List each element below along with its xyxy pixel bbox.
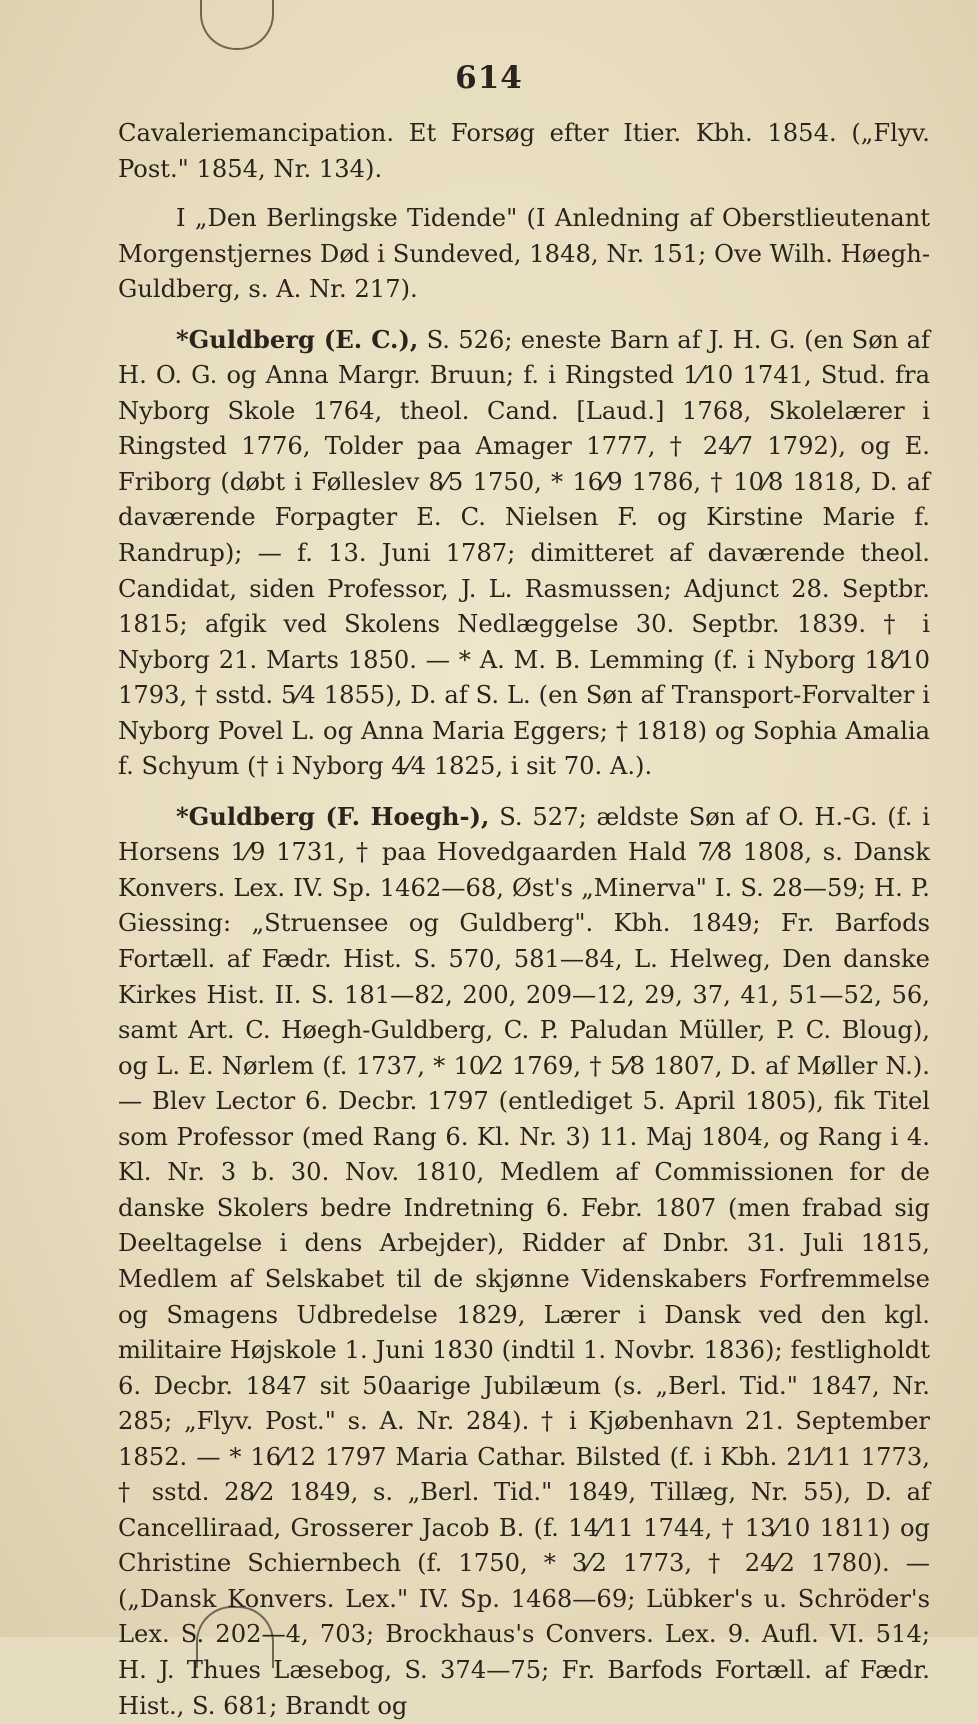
page-number: 614 <box>455 60 523 96</box>
entry-text: S. 526; eneste Barn af J. H. G. (en Søn af H. O. G. og Anna Margr. Bruun; f. i Ringsted 1⁄10 1741, Stud. fra Nyborg Skole 1764, theol. Cand. [Laud.] 1768, Skolelærer i Ringsted 1776, Tolder paa Amager 1777, † 24⁄7 1792), og E. Friborg (døbt i Følleslev 8⁄5 1750, * 16⁄9 1786, † 10⁄8 1818, D. af daværende Forpagter E. C. Nielsen F. og Kirstine Marie f. Randrup); — f. 13. Juni 1787; dimitteret af daværende theol. Candidat, siden Professor, J. L. Rasmussen; Adjunct 28. Septbr. 1815; afgik ved Skolens Nedlæggelse 30. Septbr. 1839. † i Nyborg 21. Marts 1850. — * A. M. B. Lemming (f. i Nyborg 18⁄10 1793, † sstd. 5⁄4 1855), D. af S. L. (en Søn af Transport-Forvalter i Nyborg Povel L. og Anna Maria Eggers; † 1818) og Sophia Amalia f. Schyum († i Nyborg 4⁄4 1825, i sit 70. A.). <box>118 325 930 781</box>
entry-heading: *Guldberg (E. C.), <box>176 324 419 354</box>
paragraph-2-text: I „Den Berlingske Tidende" (I Anledning af Oberstlieutenant Morgenstjernes Død i Sundeved, 1848, Nr. 151; Ove Wilh. Høegh-Guldberg, s. A. Nr. 217). <box>118 204 930 304</box>
entry-guldberg-hoegh <box>118 799 930 1724</box>
paragraph-gap <box>118 308 930 322</box>
paragraph-gap <box>118 187 930 201</box>
entry-heading: *Guldberg (F. Hoegh-), <box>176 801 490 831</box>
paragraph-1 <box>118 116 930 187</box>
entry-guldberg-ec <box>118 322 930 785</box>
paragraph-2 <box>118 201 930 308</box>
page-tab-top <box>200 0 274 50</box>
paragraph-1-text: Cavaleriemancipation. Et Forsøg efter Itier. Kbh. 1854. („Flyv. Post." 1854, Nr. 134). <box>118 119 930 183</box>
paragraph-gap <box>118 785 930 799</box>
body-text <box>118 116 930 1724</box>
entry-text: S. 527; ældste Søn af O. H.-G. (f. i Horsens 1⁄9 1731, † paa Hovedgaarden Hald 7⁄8 1808, s. Dansk Konvers. Lex. IV. Sp. 1462—68, Øst's „Minerva" I. S. 28—59; H. P. Giessing: „Struensee og Guldberg". Kbh. 1849; Fr. Barfods Fortæll. af Fædr. Hist. S. 570, 581—84, L. Helweg, Den danske Kirkes Hist. II. S. 181—82, 200, 209—12, 29, 37, 41, 51—52, 56, samt Art. C. Høegh-Guldberg, C. P. Paludan Müller, P. C. Bloug), og L. E. Nørlem (f. 1737, * 10⁄2 1769, † 5⁄8 1807, D. af Møller N.). — Blev Lector 6. Decbr. 1797 (entlediget 5. April 1805), fik Titel som Professor (med Rang 6. Kl. Nr. 3) 11. Maj 1804, og Rang i 4. Kl. Nr. 3 b. 30. Nov. 1810, Medlem af Commissionen for de danske Skolers bedre Indretning 6. Febr. 1807 (men frabad sig Deeltagelse i dens Arbejder), Ridder af Dnbr. 31. Juli 1815, Medlem af Selskabet til de skjønne Videnskabers Forfremmelse og Smagens Udbredelse 1829, Lærer i Dansk ved den kgl. militaire Højskole 1. Juni 1830 (indtil 1. Novbr. 1836); festligholdt 6. Decbr. 1847 sit 50aarige Jubilæum (s. „Berl. Tid." 1847, Nr. 285; „Flyv. Post." s. A. Nr. 284). † i Kjøbenhavn 21. September 1852. — * 16⁄12 1797 Maria Cathar. Bilsted (f. i Kbh. 21⁄11 1773, † sstd. 28⁄2 1849, s. „Berl. Tid." 1849, Tillæg, Nr. 55), D. af Cancelliraad, Grosserer Jacob B. (f. 14⁄11 1744, † 13⁄10 1811) og Christine Schiernbech (f. 1750, * 3⁄2 1773, † 24⁄2 1780). — („Dansk Konvers. Lex." IV. Sp. 1468—69; Lübker's u. Schröder's Lex. S. 202—4, 703; Brockhaus's Convers. Lex. 9. Aufl. VI. 514; H. J. Thues Læsebog, S. 374—75; Fr. Barfods Fortæll. af Fædr. Hist., S. 681; Brandt og <box>118 802 930 1720</box>
